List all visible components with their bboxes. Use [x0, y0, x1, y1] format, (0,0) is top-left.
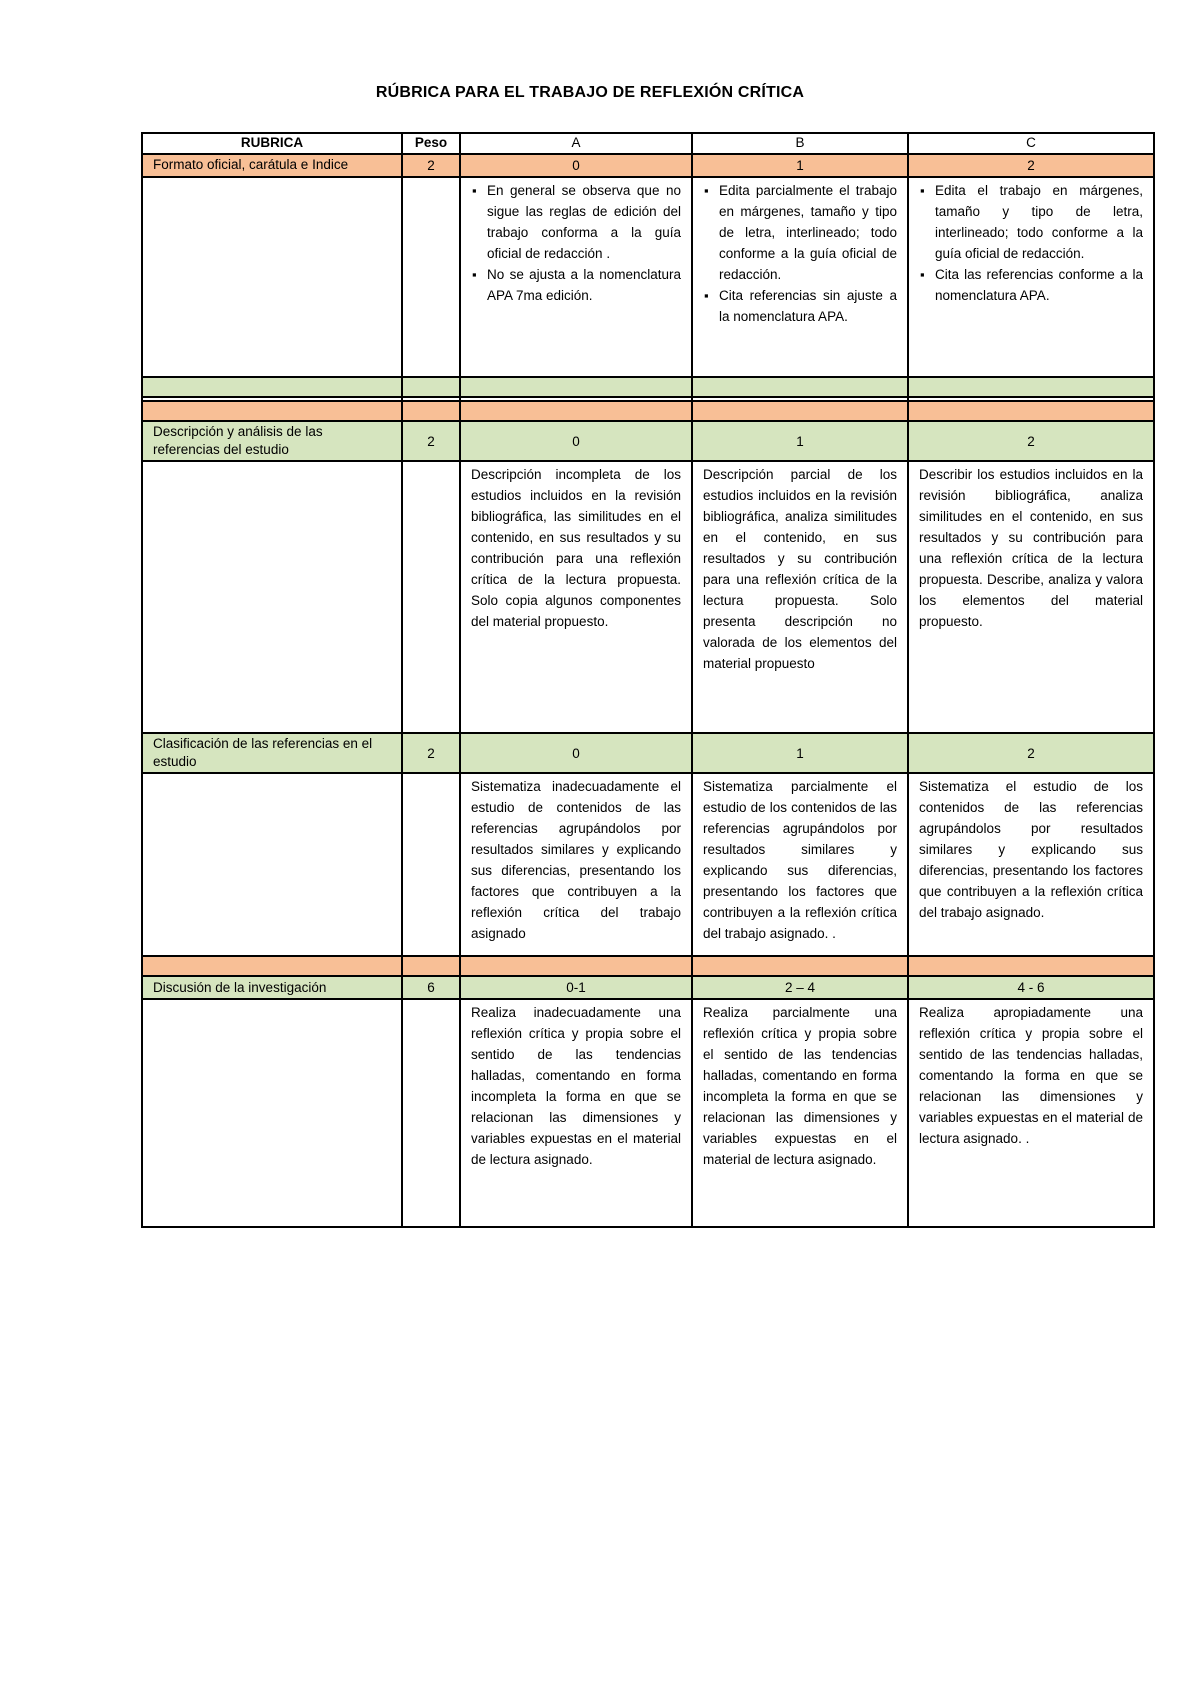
score-a: 0 — [460, 733, 692, 773]
spacer-cell — [142, 401, 402, 421]
header-peso: Peso — [402, 133, 460, 154]
table-header-row — [142, 133, 1154, 154]
descriptor-text: Describir los estudios incluidos en la revisión bibliográfica, analiza similitudes en el contenido, en sus resultados y su contribución para una reflexión crítica de la lectura propuesta. Describe, analiza y valora los elementos del material propuesto. — [919, 467, 1143, 629]
spacer-cell — [142, 956, 402, 976]
criterion-peso: 6 — [402, 976, 460, 999]
score-a: 0 — [460, 421, 692, 461]
spacer-row-orange — [142, 956, 1154, 976]
header-rubrica: RUBRICA — [142, 133, 402, 154]
descriptor-c — [908, 461, 1154, 733]
empty-cell — [402, 999, 460, 1227]
descriptor-text: Sistematiza parcialmente el estudio de los contenidos de las referencias agrupándolos por resultados similares y explicando sus diferencias, presentando los factores que contribuyen a la reflexión crítica del trabajo asignado. . — [703, 779, 897, 941]
spacer-cell — [692, 401, 908, 421]
criterion-name: Descripción y análisis de las referencias del estudio — [142, 421, 402, 461]
criterion-name: Clasificación de las referencias en el estudio — [142, 733, 402, 773]
score-c: 4 - 6 — [908, 976, 1154, 999]
descriptor-text: Sistematiza inadecuadamente el estudio de contenidos de las referencias agrupándolos por resultados similares y explicando sus diferencias, presentando los factores que contribuyen a la reflexión crítica del trabajo asignado — [471, 779, 681, 941]
criterion-name: Formato oficial, carátula e Indice — [142, 154, 402, 177]
criterion-row-clasificacion — [142, 733, 1154, 773]
spacer-cell — [460, 401, 692, 421]
score-b: 1 — [692, 733, 908, 773]
empty-cell — [402, 461, 460, 733]
score-a: 0-1 — [460, 976, 692, 999]
list-item: ▪ No se ajusta a la nomenclatura APA 7ma edición. — [471, 264, 681, 306]
list-item: ▪ Edita parcialmente el trabajo en márgenes, tamaño y tipo de letra, interlineado; todo conforme a la guía oficial de redacción. — [703, 180, 897, 285]
spacer-cell — [402, 377, 460, 397]
header-c: C — [908, 133, 1154, 154]
criterion-peso: 2 — [402, 733, 460, 773]
score-c: 2 — [908, 733, 1154, 773]
criterion-peso: 2 — [402, 154, 460, 177]
criterion-name: Discusión de la investigación — [142, 976, 402, 999]
spacer-cell — [908, 401, 1154, 421]
descriptor-a — [460, 773, 692, 956]
spacer-cell — [692, 377, 908, 397]
criterion-peso: 2 — [402, 421, 460, 461]
descriptor-c — [908, 999, 1154, 1227]
descriptor-text: Realiza parcialmente una reflexión crítica y propia sobre el sentido de las tendencias halladas, comentando en forma incompleta la forma en que se relacionan las dimensiones y variables expuestas en el material de lectura asignado. — [703, 1005, 897, 1167]
descriptor-b — [692, 461, 908, 733]
empty-cell — [142, 177, 402, 377]
criterion-row-descripcion — [142, 421, 1154, 461]
spacer-cell — [908, 956, 1154, 976]
score-c: 2 — [908, 154, 1154, 177]
spacer-cell — [402, 401, 460, 421]
score-b: 1 — [692, 154, 908, 177]
score-c: 2 — [908, 421, 1154, 461]
list-item: ▪ En general se observa que no sigue las reglas de edición del trabajo conforma a la guía oficial de redacción . — [471, 180, 681, 264]
spacer-row-green — [142, 377, 1154, 397]
descriptor-row-descripcion — [142, 461, 1154, 733]
empty-cell — [142, 773, 402, 956]
descriptor-a — [460, 177, 692, 377]
spacer-cell — [460, 956, 692, 976]
descriptor-text: Descripción parcial de los estudios incluidos en la revisión bibliográfica, analiza similitudes en el contenido, en sus resultados y su contribución para una reflexión crítica de la lectura propuesta. Solo presenta descripción no valorada de los elementos del material propuesto — [703, 467, 897, 671]
list-item: ▪ Cita las referencias conforme a la nomenclatura APA. — [919, 264, 1143, 306]
spacer-cell — [908, 377, 1154, 397]
criterion-row-formato — [142, 154, 1154, 177]
empty-cell — [402, 177, 460, 377]
descriptor-text: Descripción incompleta de los estudios incluidos en la revisión bibliográfica, las similitudes en el contenido, en sus resultados y su contribución para una reflexión crítica de la lectura propuesta. Solo copia algunos componentes del material propuesto. — [471, 467, 681, 629]
descriptor-a — [460, 999, 692, 1227]
spacer-row-orange — [142, 401, 1154, 421]
descriptor-text: Realiza inadecuadamente una reflexión crítica y propia sobre el sentido de las tendencias halladas, comentando en forma incompleta la forma en que se relacionan las dimensiones y variables expuestas en el material de lectura asignado. — [471, 1005, 681, 1167]
descriptor-a — [460, 461, 692, 733]
header-a: A — [460, 133, 692, 154]
score-a: 0 — [460, 154, 692, 177]
spacer-cell — [402, 956, 460, 976]
descriptor-c — [908, 773, 1154, 956]
empty-cell — [402, 773, 460, 956]
empty-cell — [142, 461, 402, 733]
rubric-table — [141, 132, 1155, 1228]
descriptor-b — [692, 999, 908, 1227]
criterion-row-discusion — [142, 976, 1154, 999]
spacer-cell — [460, 377, 692, 397]
empty-cell — [142, 999, 402, 1227]
list-item: ▪ Edita el trabajo en márgenes, tamaño y tipo de letra, interlineado; todo conforme a la guía oficial de redacción. — [919, 180, 1143, 264]
score-b: 2 – 4 — [692, 976, 908, 999]
descriptor-row-discusion — [142, 999, 1154, 1227]
descriptor-text: Sistematiza el estudio de los contenidos de las referencias agrupándolos por resultados similares y explicando sus diferencias, presentando los factores que contribuyen a la reflexión crítica del trabajo asignado. — [919, 779, 1143, 920]
list-item: ▪ Cita referencias sin ajuste a la nomenclatura APA. — [703, 285, 897, 327]
spacer-cell — [142, 377, 402, 397]
descriptor-text: Realiza apropiadamente una reflexión crítica y propia sobre el sentido de las tendencias halladas, comentando la forma en que se relacionan las dimensiones y variables expuestas en el material de lectura asignado. . — [919, 1005, 1143, 1146]
descriptor-row-formato — [142, 177, 1154, 377]
descriptor-c — [908, 177, 1154, 377]
document-title: RÚBRICA PARA EL TRABAJO DE REFLEXIÓN CRÍTICA — [375, 84, 805, 101]
score-b: 1 — [692, 421, 908, 461]
descriptor-b — [692, 773, 908, 956]
spacer-cell — [692, 956, 908, 976]
descriptor-b — [692, 177, 908, 377]
header-b: B — [692, 133, 908, 154]
descriptor-row-clasificacion — [142, 773, 1154, 956]
